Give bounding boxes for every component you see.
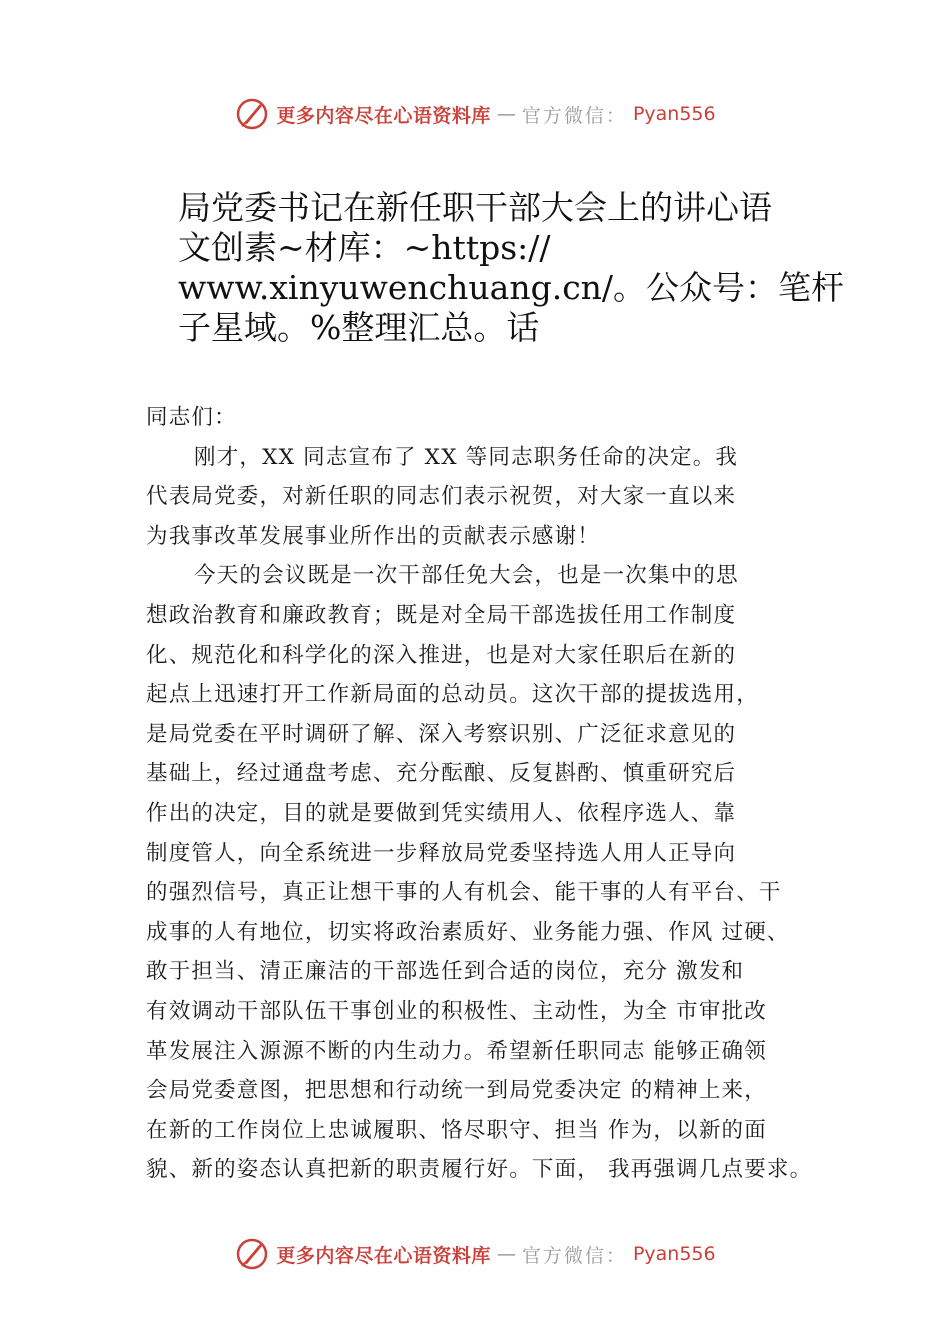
body-line: 是局党委在平时调研了解、深入考察识别、广泛征求意见的	[146, 721, 737, 747]
banner-wechat-label: 官方微信：	[521, 104, 627, 127]
document-body	[146, 398, 846, 1190]
salutation: 同志们：	[146, 405, 237, 430]
banner-separator: —	[496, 103, 516, 125]
body-line: 代表局党委，对新任职的同志们表示祝贺，对大家一直以来	[146, 484, 737, 510]
body-line: 有效调动干部队伍干事创业的积极性、主动性，为全 市审批改	[146, 998, 767, 1024]
body-line: 貌、新的姿态认真把新的职责履行好。下面， 我再强调几点要求。	[146, 1157, 813, 1183]
header-banner	[0, 94, 950, 134]
body-line: 作出的决定，目的就是要做到凭实绩用人、依程序选人、靠	[146, 800, 737, 826]
body-line: 化、规范化和科学化的深入推进，也是对大家任职后在新的	[146, 642, 737, 668]
document-title	[178, 188, 845, 348]
quill-circle-logo-icon	[234, 1236, 270, 1272]
body-line: 敢于担当、清正廉洁的干部选任到合适的岗位，充分 激发和	[146, 959, 745, 985]
body-line: 想政治教育和廉政教育；既是对全局干部选拔任用工作制度	[146, 602, 737, 628]
banner-wechat-id: Pyan556	[632, 1243, 716, 1265]
body-line: 的强烈信号，真正让想干事的人有机会、能干事的人有平台、干	[146, 880, 782, 906]
banner-separator: —	[496, 1243, 516, 1265]
body-line: 基础上，经过通盘考虑、充分酝酿、反复斟酌、慎重研究后	[146, 761, 737, 787]
title-line: 文创素~材库：~https://	[178, 228, 551, 267]
body-line: 刚才，XX 同志宣布了 XX 等同志职务任命的决定。我	[194, 444, 739, 470]
quill-circle-logo-icon	[234, 96, 270, 132]
banner-main-text: 更多内容尽在心语资料库	[276, 104, 491, 127]
body-line: 今天的会议既是一次干部任免大会，也是一次集中的思	[194, 563, 739, 589]
banner-wechat-label: 官方微信：	[521, 1244, 627, 1267]
footer-banner	[0, 1234, 950, 1274]
body-line: 为我事改革发展事业所作出的贡献表示感谢！	[146, 523, 601, 549]
title-line: 子星域。%整理汇总。话	[178, 308, 540, 347]
body-line: 在新的工作岗位上忠诚履职、恪尽职守、担当 作为，以新的面	[146, 1117, 767, 1143]
body-line: 革发展注入源源不断的内生动力。希望新任职同志 能够正确领	[146, 1038, 767, 1064]
body-line: 成事的人有地位，切实将政治素质好、业务能力强、作风 过硬、	[146, 919, 790, 945]
body-line: 制度管人，向全系统进一步释放局党委坚持选人用人正导向	[146, 840, 737, 866]
banner-main-text: 更多内容尽在心语资料库	[276, 1244, 491, 1267]
body-line: 起点上迅速打开工作新局面的总动员。这次干部的提拔选用，	[146, 682, 759, 708]
body-line: 会局党委意图，把思想和行动统一到局党委决定 的精神上来，	[146, 1078, 767, 1104]
title-line: 局党委书记在新任职干部大会上的讲心语	[178, 188, 772, 227]
banner-wechat-id: Pyan556	[632, 103, 716, 125]
title-line: www.xinyuwenchuang.cn/。公众号：笔杆	[178, 268, 845, 307]
